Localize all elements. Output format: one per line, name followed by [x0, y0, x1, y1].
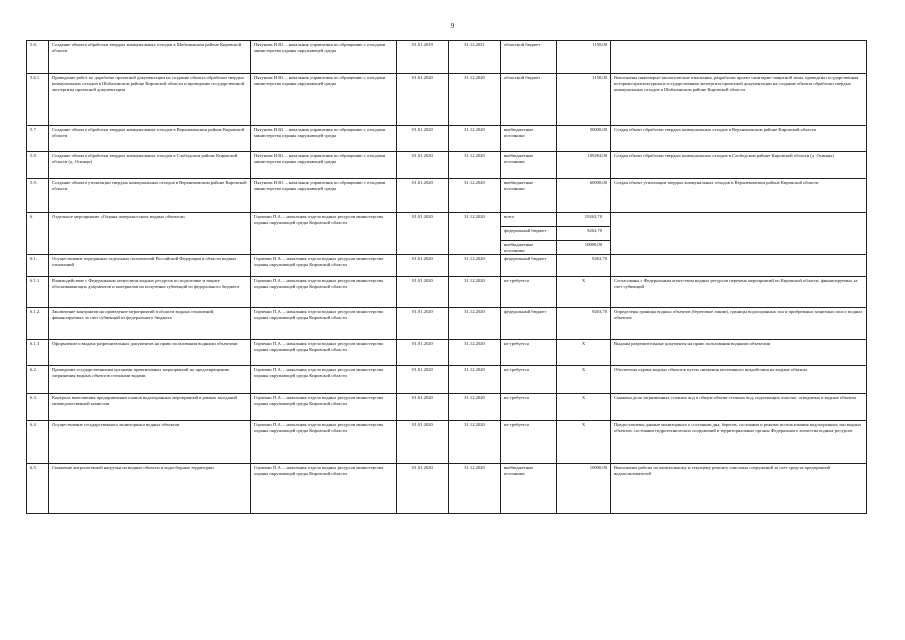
funding-sum: 19263,70 [557, 213, 610, 227]
funding-sum: X [557, 421, 611, 464]
responsible: Горченко П.А. – начальник отдела водных ресурсов министерства охраны окружающей среды Кировской области [251, 277, 397, 308]
responsible: Горченко П.А. – начальник отдела водных ресурсов министерства охраны окружающей среды Кировской области [251, 366, 397, 394]
responsible: Горченко П.А. – начальник отдела водных ресурсов министерства охраны окружающей среды Кировской области [251, 340, 397, 366]
funding-source: не требуется [501, 394, 557, 421]
activity-name: Взаимодействие с Федеральным агентством водных ресурсов по подготовке и защите обосновывающих документов и материалов на получение субвенций из федерального бюджета [49, 277, 251, 308]
end-date: 31.12.2020 [449, 394, 501, 421]
activity-name: Проведение государственными органами превентивных мероприятий по предотвращению загрязнения водных объектов сточными водами [49, 366, 251, 394]
end-date: 31.12.2020 [449, 308, 501, 340]
row-number: 6.1. [27, 255, 49, 277]
start-date: 01.01.2020 [397, 366, 449, 394]
expected-result: Выданы разрешительные документы на право пользования водными объектами [611, 340, 867, 366]
funding-sum-stack [557, 213, 611, 255]
row-number: 5.6.1 [27, 74, 49, 126]
table-row [27, 126, 867, 152]
responsible: Горченко П.А. – начальник отдела водных ресурсов министерства охраны окружающей среды Кировской области [251, 394, 397, 421]
end-date: 31.12.2020 [449, 340, 501, 366]
row-number: 5.7 [27, 126, 49, 152]
funding-sum: 109284,00 [557, 152, 611, 179]
funding-source: областной бюджет [501, 74, 557, 126]
activity-name: Создание объекта обработки твердых коммунальных отходов в Слободском районе Кировской области (д. Осинцы) [49, 152, 251, 179]
activity-name: Осуществление переданных отдельных полномочий Российской Федерации в области водных отношений [49, 255, 251, 277]
funding-sum: 50000,00 [557, 126, 611, 152]
end-date: 31.12.2020 [449, 179, 501, 213]
start-date: 01.01.2020 [397, 152, 449, 179]
start-date: 01.01.2020 [397, 464, 449, 514]
plan-table [26, 40, 867, 514]
row-number: 6.4 [27, 421, 49, 464]
end-date: 31.12.2020 [449, 152, 501, 179]
funding-sum: 60000,00 [557, 179, 611, 213]
funding-source: областной бюджет [501, 41, 557, 74]
expected-result: Создан объект утилизации твердых коммунальных отходов в Верхнекамском районе Кировской области [611, 179, 867, 213]
funding-sum: 9263,70 [557, 308, 611, 340]
start-date: 01.01.2020 [397, 277, 449, 308]
expected-result: Выполнены работы по капитальному и текущему ремонту очистных сооружений за счет средств предприятий водопользователей [611, 464, 867, 514]
funding-source: внебюджетные источники [501, 152, 557, 179]
funding-source-stack [501, 213, 557, 255]
funding-source: федеральный бюджет [501, 255, 557, 277]
start-date: 01.01.2020 [397, 74, 449, 126]
responsible: Горченко П.А. – начальник отдела водных ресурсов министерства охраны окружающей среды Кировской области [251, 255, 397, 277]
activity-name: Контроль выполнения предприятиями планов водоохранных мероприятий в рамках заседаний межведомственной комиссии [49, 394, 251, 421]
funding-source: не требуется [501, 277, 557, 308]
end-date: 31.12.2020 [449, 126, 501, 152]
funding-source: внебюджетные источники [504, 242, 534, 253]
row-number: 6.3. [27, 394, 49, 421]
funding-source: внебюджетные источники [501, 179, 557, 213]
funding-sum: 10000,00 [557, 464, 611, 514]
table-row [27, 179, 867, 213]
expected-result [611, 41, 867, 74]
activity-name: Заключение контрактов на проведение мероприятий в области водных отношений, финансируемых за счет субвенций из федерального бюджета [49, 308, 251, 340]
responsible: Горченко П.А. – начальник отдела водных ресурсов министерства охраны окружающей среды Кировской области [251, 421, 397, 464]
expected-result: Определены границы водных объектов (береговые линии), границы водоохранных зон и прибрежных защитных полос водных объектов [611, 308, 867, 340]
funding-sum: 10000,00 [584, 242, 602, 247]
funding-source: не требуется [501, 340, 557, 366]
end-date: 31.12.2020 [449, 277, 501, 308]
table-row [27, 308, 867, 340]
expected-result [611, 255, 867, 277]
activity-name: Создание объекта утилизации твердых коммунальных отходов в Верхнекамском районе Кировской области [49, 179, 251, 213]
row-number: 6.5. [27, 464, 49, 514]
activity-name: Отдельное мероприятие «Охрана поверхностных водных объектов» [49, 213, 251, 255]
funding-source: федеральный бюджет [501, 227, 556, 241]
expected-result: Создан объект обработки твердых коммунальных отходов в Верхнекамском районе Кировской области [611, 126, 867, 152]
start-date: 01.01.2020 [397, 308, 449, 340]
responsible: Пятунова И.Ю. – начальник управления по обращению с отходами министерства охраны окружающей среды [251, 152, 397, 179]
table-row [27, 277, 867, 308]
row-number: 6 [27, 213, 49, 255]
expected-result: Предоставлены данные мониторинга о состоянии дна, берегов, состоянии и режиме использования водоохранных зон водных объектов, состоянии гидротехнических сооружений в территориальные органы Федерального агентства водных ресурсов [611, 421, 867, 464]
funding-source: не требуется [501, 421, 557, 464]
funding-sum: X [557, 340, 611, 366]
start-date: 01.01.2020 [397, 213, 449, 255]
funding-sum: X [557, 366, 611, 394]
activity-name: Осуществление государственного мониторинга водных объектов [49, 421, 251, 464]
funding-sum: 9263,70 [557, 255, 611, 277]
expected-result: Создан объект обработки твердых коммунальных отходов в Слободском районе Кировской области (д. Осинцы) [611, 152, 867, 179]
activity-name: Создание объекта обработки твердых коммунальных отходов в Верхнекамском районе Кировской области [49, 126, 251, 152]
end-date: 31.12.2020 [449, 213, 501, 255]
funding-source: внебюджетные источники [501, 126, 557, 152]
responsible: Пятунова И.Ю. – начальник управления по обращению с отходами министерства охраны окружающей среды [251, 41, 397, 74]
funding-source: не требуется [501, 366, 557, 394]
responsible: Горченко П.А. – начальник отдела водных ресурсов министерства охраны окружающей среды Кировской области [251, 464, 397, 514]
responsible: Пятунова И.Ю. – начальник управления по обращению с отходами министерства охраны окружающей среды [251, 74, 397, 126]
funding-sum: 1150,00 [557, 74, 611, 126]
activity-name: Проведение работ по доработке проектной документации на создание объекта обработки твердых коммунальных отходов в Шабалинском районе Кировской области и проведение государственной экспертизы проектной документации [49, 74, 251, 126]
table-row [27, 255, 867, 277]
start-date: 01.01.2019 [397, 41, 449, 74]
table-row [27, 152, 867, 179]
row-number: 6.2. [27, 366, 49, 394]
expected-result: Снижена доля загрязненных сточных вод в общем объеме сточных вод, подлежащих очистке, отводимых в водные объекты [611, 394, 867, 421]
expected-result: Согласованы с Федеральным агентством водных ресурсов перечень мероприятий по Кировской области, финансируемых за счет субвенций [611, 277, 867, 308]
start-date: 01.01.2020 [397, 255, 449, 277]
activity-name: Снижение антропогенной нагрузки на водные объекты и водосборные территории [49, 464, 251, 514]
funding-source: всего [501, 213, 556, 227]
row-number: 6.1.3 [27, 340, 49, 366]
table-row [27, 340, 867, 366]
table-row [27, 366, 867, 394]
table-row [27, 421, 867, 464]
funding-sum: 1150,00 [557, 41, 611, 74]
table-row [27, 213, 867, 255]
funding-sum: 9263,70 [557, 227, 610, 241]
row-number: 6.1.2. [27, 308, 49, 340]
start-date: 01.01.2020 [397, 340, 449, 366]
expected-result: Обеспечена охрана водных объектов путем снижения негативного воздействия на водные объекты [611, 366, 867, 394]
end-date: 31.12.2020 [449, 464, 501, 514]
activity-name: Оформление и выдача разрешительных документов на право пользования водными объектами [49, 340, 251, 366]
expected-result: Выполнены инженерно-экологические изыскания, разработан проект санитарно-защитной зоны, проведена государственная историко-архитектурная и государственная экспертиза проектной документации на создание объекта обработки твердых коммунальных отходов в Шабалинском районе Кировской области [611, 74, 867, 126]
responsible: Пятунова И.Ю. – начальник управления по обращению с отходами министерства охраны окружающей среды [251, 179, 397, 213]
end-date: 31.12.2020 [449, 421, 501, 464]
start-date: 01.01.2020 [397, 126, 449, 152]
end-date: 31.12.2021 [449, 41, 501, 74]
end-date: 31.12.2020 [449, 74, 501, 126]
table-row [27, 41, 867, 74]
row-number: 5.6. [27, 41, 49, 74]
end-date: 31.12.2020 [449, 366, 501, 394]
funding-sum: X [557, 394, 611, 421]
responsible: Горченко П.А. – начальник отдела водных ресурсов министерства охраны окружающей среды Кировской области [251, 213, 397, 255]
start-date: 01.01.2020 [397, 179, 449, 213]
table-row [27, 464, 867, 514]
responsible: Пятунова И.Ю. – начальник управления по обращению с отходами министерства охраны окружающей среды [251, 126, 397, 152]
plan-table-body [27, 41, 867, 514]
activity-name: Создание объекта обработки твердых коммунальных отходов в Шабалинском районе Кировской области [49, 41, 251, 74]
page-number: 9 [450, 22, 455, 30]
row-number: 5.9. [27, 179, 49, 213]
row-number: 5.8. [27, 152, 49, 179]
end-date: 31.12.2020 [449, 255, 501, 277]
start-date: 01.01.2020 [397, 421, 449, 464]
funding-source: внебюджетные источники [501, 464, 557, 514]
start-date: 01.01.2020 [397, 394, 449, 421]
table-row [27, 74, 867, 126]
responsible: Горченко П.А. – начальник отдела водных ресурсов министерства охраны окружающей среды Кировской области [251, 308, 397, 340]
expected-result [611, 213, 867, 255]
table-row [27, 394, 867, 421]
row-number: 6.1.1 [27, 277, 49, 308]
funding-source: федеральный бюджет [501, 308, 557, 340]
funding-sum: X [557, 277, 611, 308]
